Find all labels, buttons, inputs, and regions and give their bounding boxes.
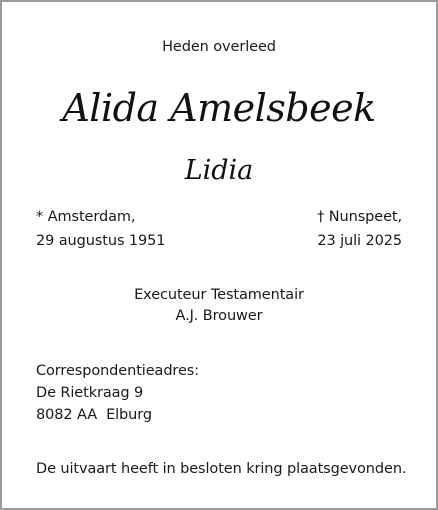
death-date: 23 juli 2025 <box>317 233 402 249</box>
funeral-note: De uitvaart heeft in besloten kring plaatsgevonden. <box>36 461 407 477</box>
birth-place: * Amsterdam, <box>36 209 136 225</box>
address-street: De Rietkraag 9 <box>36 385 144 401</box>
death-place: † Nunspeet, <box>317 209 402 225</box>
birth-date: 29 augustus 1951 <box>36 233 166 249</box>
deceased-nickname: Lidia <box>184 155 254 186</box>
address-city: 8082 AA Elburg <box>36 407 152 423</box>
deceased-name: Alida Amelsbeek <box>62 86 376 130</box>
executor-title: Executeur Testamentair <box>134 287 304 303</box>
intro-text: Heden overleed <box>162 39 276 55</box>
executor-name: A.J. Brouwer <box>175 308 263 324</box>
correspondence-label: Correspondentieadres: <box>36 363 200 379</box>
